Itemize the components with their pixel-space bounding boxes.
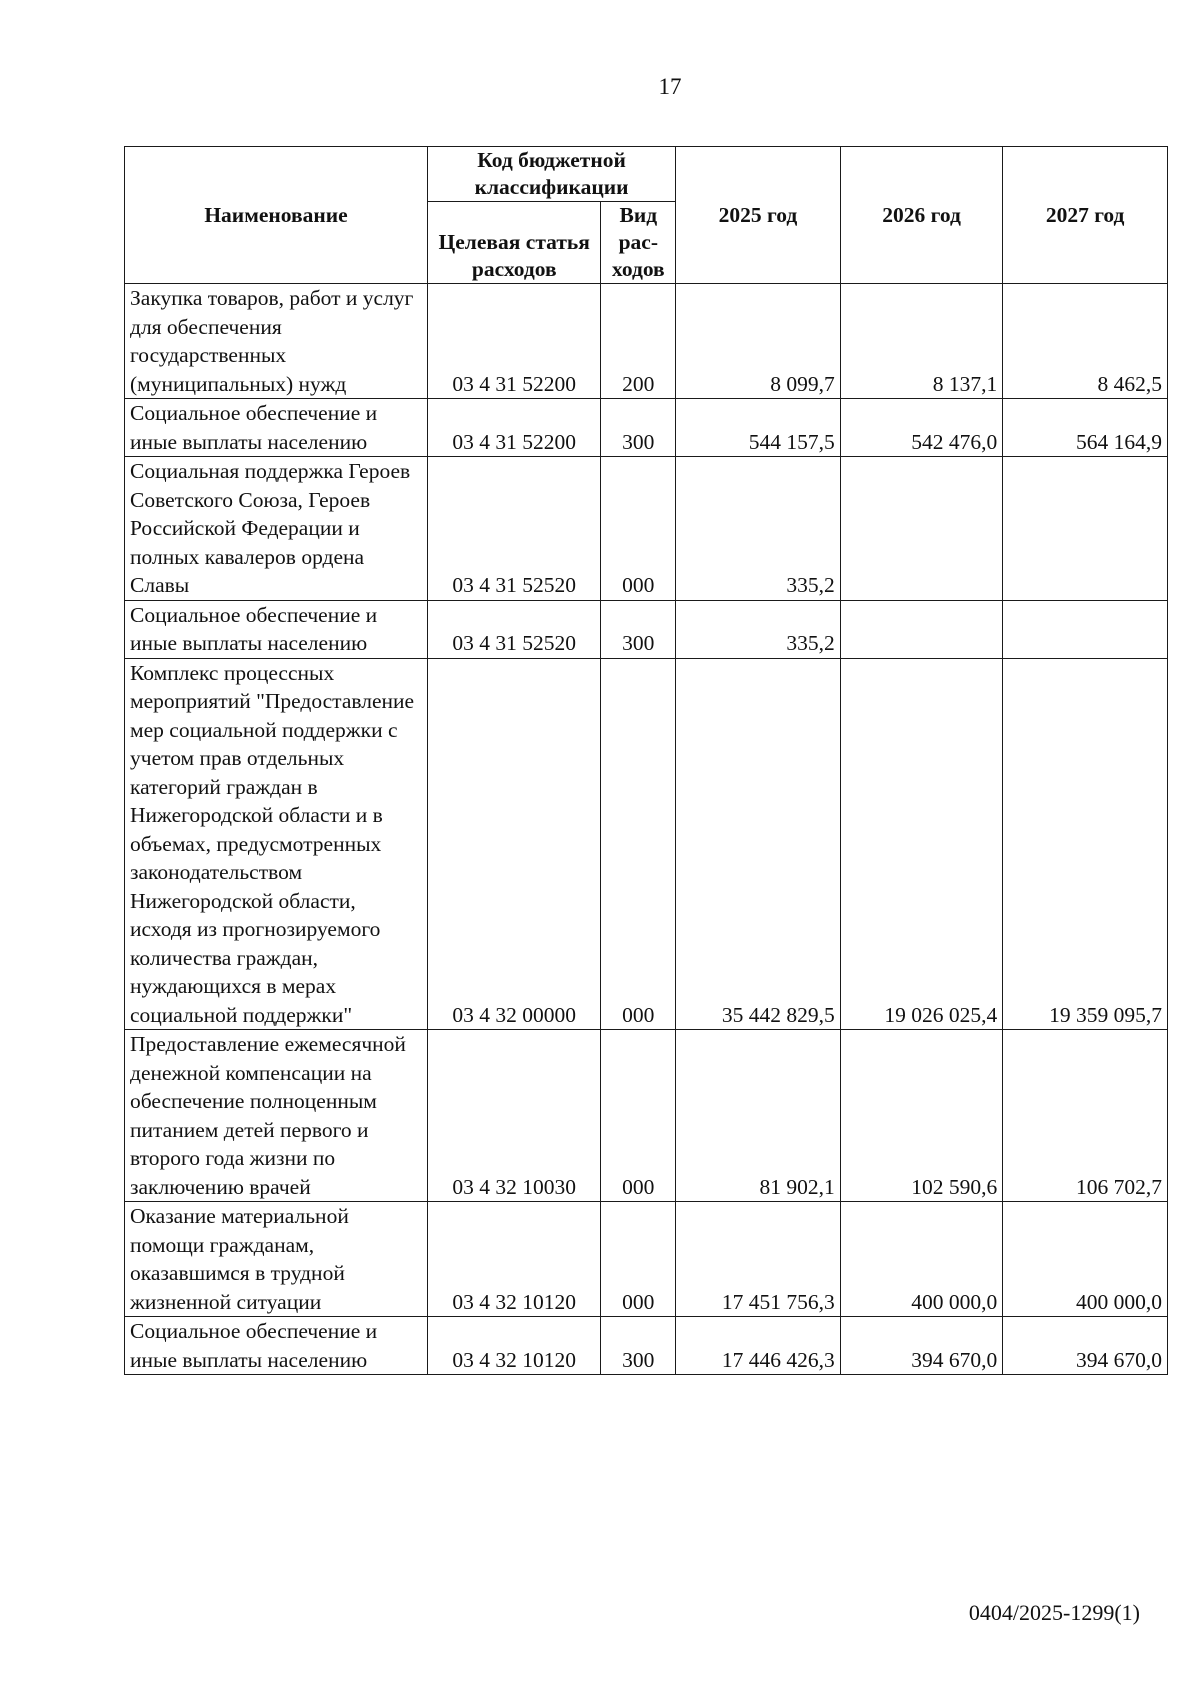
row-name: Предоставление ежемесячной денежной компенсации на обеспечение полноценным питанием детей первого и второго года жизни по заключению врачей (125, 1030, 428, 1202)
row-2025: 17 451 756,3 (676, 1202, 841, 1317)
row-kind: 000 (601, 658, 676, 1030)
row-2026: 8 137,1 (840, 284, 1002, 399)
row-2027: 19 359 095,7 (1003, 658, 1168, 1030)
row-name: Комплекс процессных мероприятий "Предоставление мер социальной поддержки с учетом прав отдельных категорий граждан в Нижегородской области и в объемах, предусмотренных законодательством Нижегородской области, исходя из прогнозируемого количества граждан, нуждающихся в мерах социальной поддержки" (125, 658, 428, 1030)
header-2025: 2025 год (676, 147, 841, 284)
table-row (125, 658, 1168, 1030)
table-row (125, 1030, 1168, 1202)
row-2026: 542 476,0 (840, 399, 1002, 457)
row-2026 (840, 600, 1002, 658)
row-2026: 102 590,6 (840, 1030, 1002, 1202)
row-2025: 544 157,5 (676, 399, 841, 457)
row-code: 03 4 32 10120 (428, 1317, 601, 1375)
row-2027 (1003, 457, 1168, 601)
row-2025: 8 099,7 (676, 284, 841, 399)
header-name: Наименование (125, 147, 428, 284)
row-code: 03 4 31 52200 (428, 284, 601, 399)
row-code: 03 4 32 00000 (428, 658, 601, 1030)
row-kind: 300 (601, 600, 676, 658)
row-2027: 400 000,0 (1003, 1202, 1168, 1317)
row-2025: 17 446 426,3 (676, 1317, 841, 1375)
header-budget-code: Код бюджетной классификации (428, 147, 676, 202)
row-2025: 335,2 (676, 600, 841, 658)
row-kind: 000 (601, 1030, 676, 1202)
row-kind: 000 (601, 457, 676, 601)
row-2027: 564 164,9 (1003, 399, 1168, 457)
header-2027: 2027 год (1003, 147, 1168, 284)
row-2026 (840, 457, 1002, 601)
row-code: 03 4 32 10030 (428, 1030, 601, 1202)
row-2025: 81 902,1 (676, 1030, 841, 1202)
table-row (125, 1202, 1168, 1317)
budget-table (124, 146, 1168, 1375)
row-kind: 200 (601, 284, 676, 399)
row-code: 03 4 31 52520 (428, 600, 601, 658)
table-row (125, 284, 1168, 399)
header-expense-type: Вид рас-ходов (601, 202, 676, 284)
row-name: Оказание материальной помощи гражданам, оказавшимся в трудной жизненной ситуации (125, 1202, 428, 1317)
row-2025: 335,2 (676, 457, 841, 601)
row-kind: 300 (601, 399, 676, 457)
row-code: 03 4 31 52520 (428, 457, 601, 601)
page-number: 17 (658, 74, 682, 99)
row-2025: 35 442 829,5 (676, 658, 841, 1030)
row-2027: 8 462,5 (1003, 284, 1168, 399)
table-row (125, 399, 1168, 457)
table-row (125, 600, 1168, 658)
row-2026: 19 026 025,4 (840, 658, 1002, 1030)
row-2027: 394 670,0 (1003, 1317, 1168, 1375)
row-name: Социальное обеспечение и иные выплаты населению (125, 399, 428, 457)
header-target-article: Целевая статья расходов (428, 202, 601, 284)
row-kind: 300 (601, 1317, 676, 1375)
header-2026: 2026 год (840, 147, 1002, 284)
table-row (125, 457, 1168, 601)
header-row-top (125, 147, 1168, 202)
row-2026: 394 670,0 (840, 1317, 1002, 1375)
row-2027 (1003, 600, 1168, 658)
row-2026: 400 000,0 (840, 1202, 1002, 1317)
row-code: 03 4 31 52200 (428, 399, 601, 457)
row-2027: 106 702,7 (1003, 1030, 1168, 1202)
row-name: Закупка товаров, работ и услуг для обеспечения государственных (муниципальных) нужд (125, 284, 428, 399)
table-row (125, 1317, 1168, 1375)
row-name: Социальная поддержка Героев Советского Союза, Героев Российской Федерации и полных кавалеров ордена Славы (125, 457, 428, 601)
row-kind: 000 (601, 1202, 676, 1317)
row-code: 03 4 32 10120 (428, 1202, 601, 1317)
row-name: Социальное обеспечение и иные выплаты населению (125, 600, 428, 658)
row-name: Социальное обеспечение и иные выплаты населению (125, 1317, 428, 1375)
document-id: 0404/2025-1299(1) (968, 1600, 1140, 1625)
